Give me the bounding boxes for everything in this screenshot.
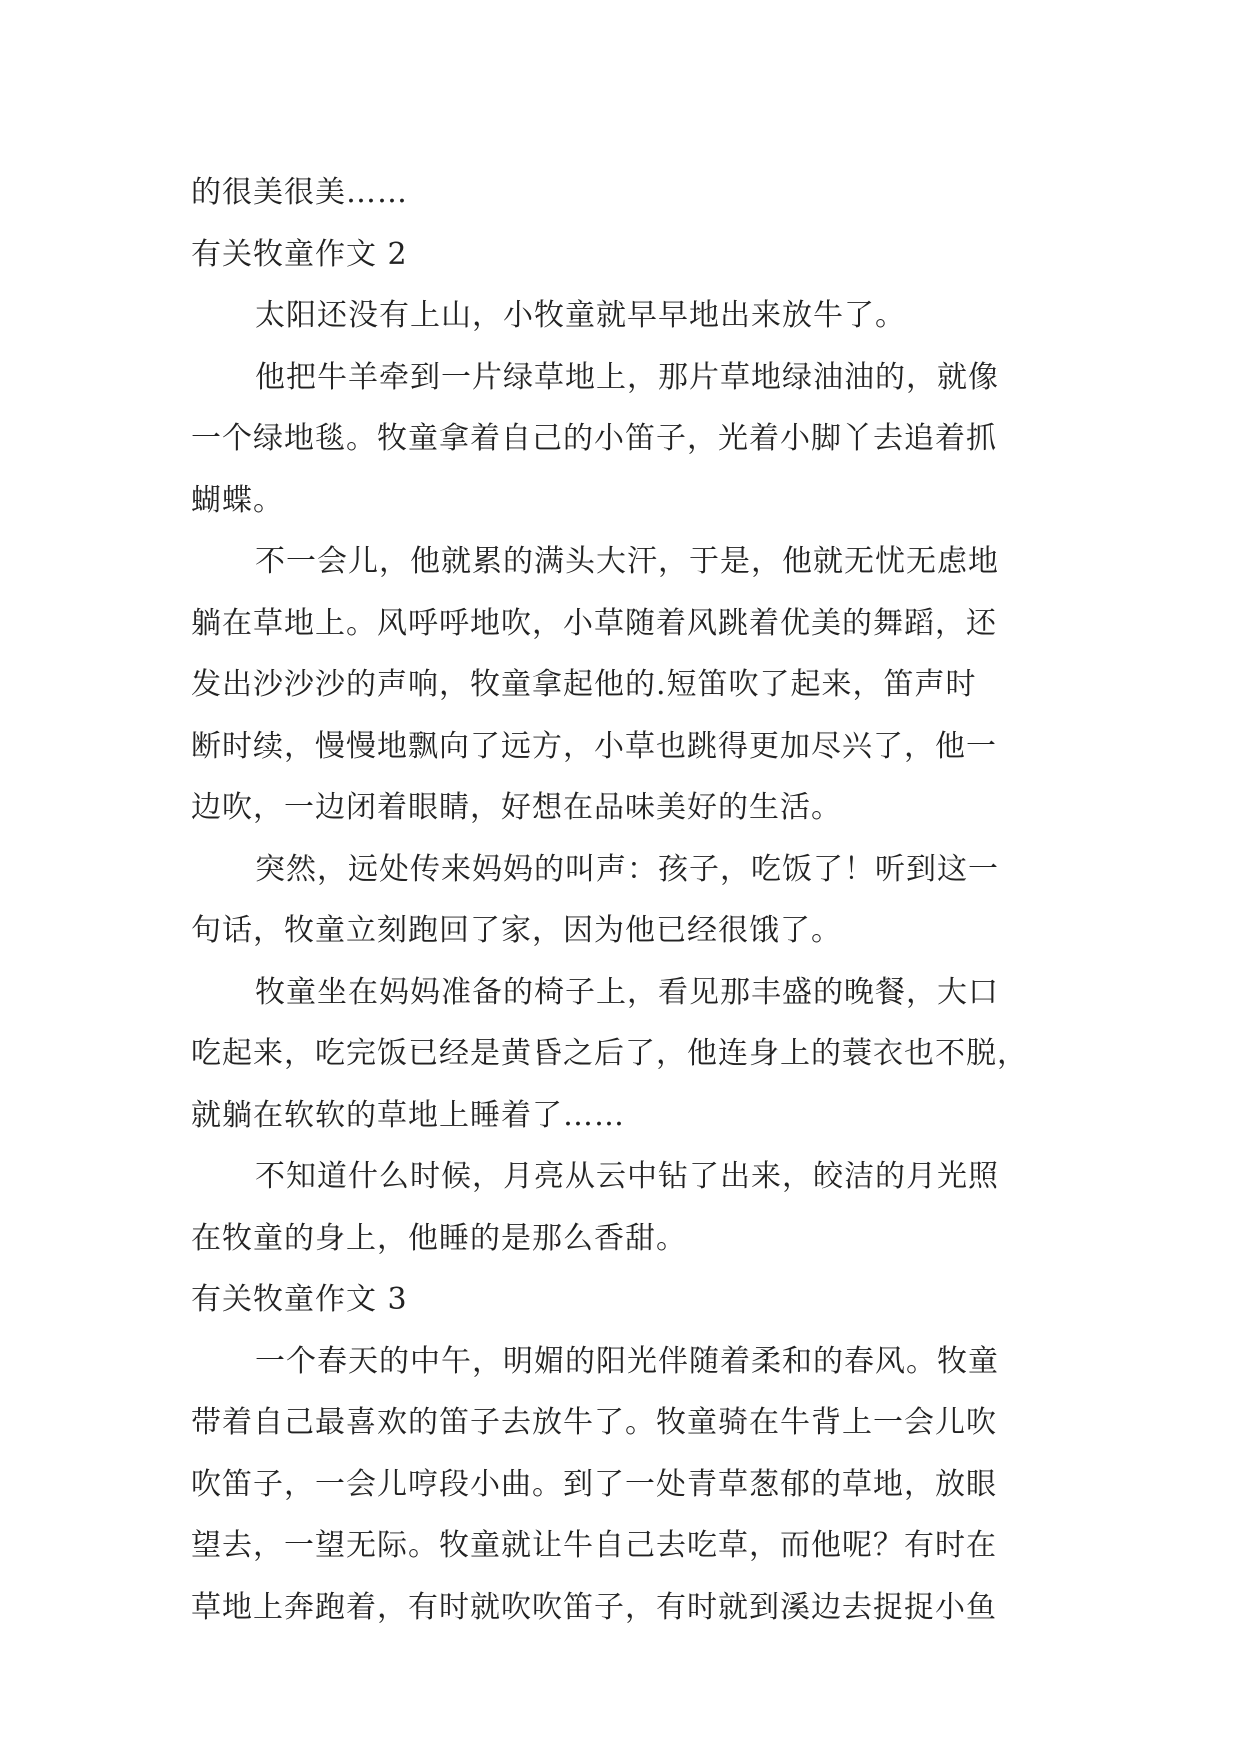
text-line: 断时续，慢慢地飘向了远方，小草也跳得更加尽兴了，他一 bbox=[191, 728, 997, 764]
text-line: 句话，牧童立刻跑回了家，因为他已经很饿了。 bbox=[191, 913, 842, 948]
text-line: 望去，一望无际。牧童就让牛自己去吃草，而他呢？有时在 bbox=[191, 1528, 997, 1563]
text-line: 吃起来，吃完饭已经是黄昏之后了，他连身上的蓑衣也不脱， bbox=[191, 1036, 1028, 1071]
section-heading: 有关牧童作文 2 bbox=[191, 236, 408, 272]
text-line: 不一会儿，他就累的满头大汗，于是，他就无忧无虑地 bbox=[255, 544, 999, 579]
text-line: 一个绿地毯。牧童拿着自己的小笛子，光着小脚丫去追着抓 bbox=[191, 421, 997, 456]
text-line: 边吹，一边闭着眼睛，好想在品味美好的生活。 bbox=[191, 790, 842, 825]
text-line: 发出沙沙沙的声响，牧童拿起他的.短笛吹了起来，笛声时 bbox=[191, 667, 977, 702]
text-line: 他把牛羊牵到一片绿草地上，那片草地绿油油的，就像 bbox=[255, 359, 999, 395]
text-line: 一个春天的中午，明媚的阳光伴随着柔和的春风。牧童 bbox=[255, 1343, 999, 1379]
text-line: 蝴蝶。 bbox=[191, 482, 284, 518]
text-line: 牧童坐在妈妈准备的椅子上，看见那丰盛的晚餐，大口 bbox=[255, 974, 999, 1010]
text-line: 吹笛子，一会儿哼段小曲。到了一处青草葱郁的草地，放眼 bbox=[191, 1466, 997, 1502]
text-line: 突然，远处传来妈妈的叫声：孩子，吃饭了！听到这一 bbox=[255, 851, 999, 887]
text-line: 躺在草地上。风呼呼地吹，小草随着风跳着优美的舞蹈，还 bbox=[191, 605, 997, 641]
document-body bbox=[191, 162, 1051, 1638]
text-line: 的很美很美…… bbox=[191, 175, 408, 210]
text-line: 不知道什么时候，月亮从云中钻了出来，皎洁的月光照 bbox=[255, 1159, 999, 1194]
text-line: 带着自己最喜欢的笛子去放牛了。牧童骑在牛背上一会儿吹 bbox=[191, 1405, 997, 1440]
text-line: 就躺在软软的草地上睡着了…… bbox=[191, 1097, 625, 1133]
text-line: 草地上奔跑着，有时就吹吹笛子，有时就到溪边去捉捉小鱼 bbox=[191, 1589, 997, 1625]
text-line: 太阳还没有上山，小牧童就早早地出来放牛了。 bbox=[255, 298, 906, 333]
section-heading: 有关牧童作文 3 bbox=[191, 1282, 408, 1317]
text-line: 在牧童的身上，他睡的是那么香甜。 bbox=[191, 1220, 687, 1256]
